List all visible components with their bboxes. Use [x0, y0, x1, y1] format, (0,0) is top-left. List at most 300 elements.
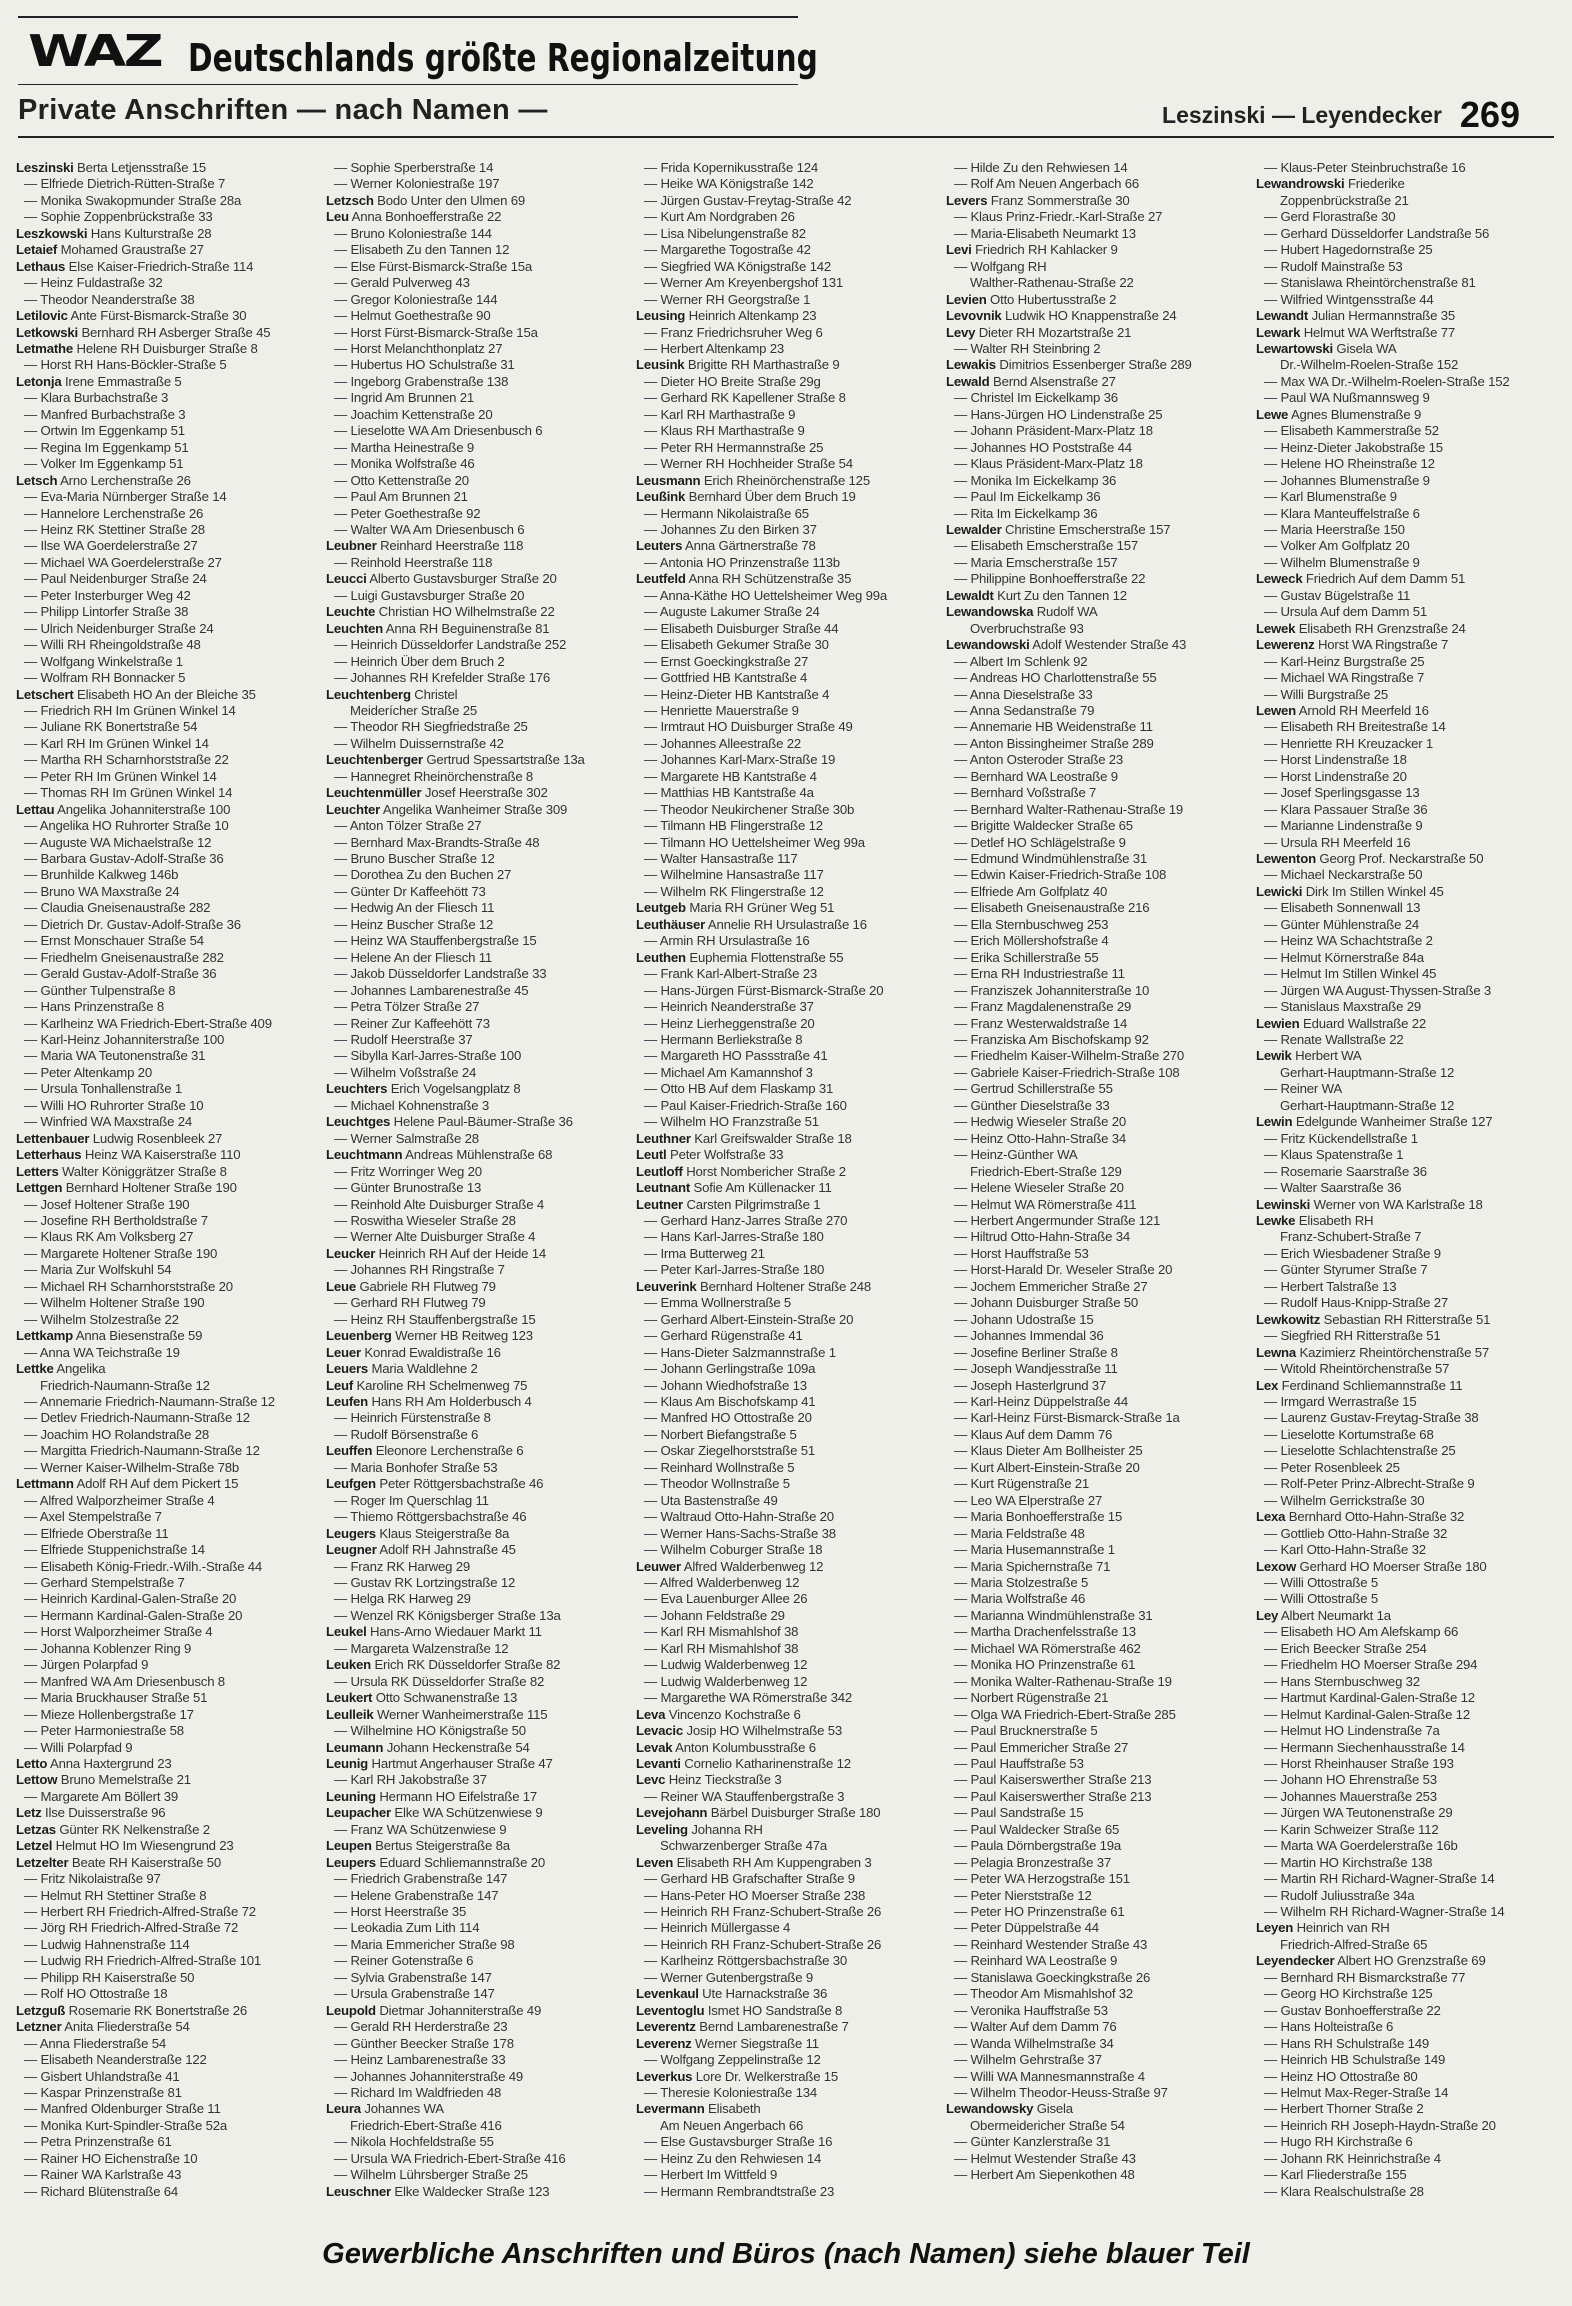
entry-surname: Letonja: [16, 373, 62, 389]
listing-entry: [636, 176, 934, 192]
entry-details: Gerhard Stempelstraße 7: [40, 1574, 185, 1590]
listing-entry: [636, 1443, 934, 1459]
entry-details: Friedrich Auf dem Damm 51: [1305, 571, 1466, 587]
listing-entry: [16, 1641, 314, 1657]
entry-details: Michael Am Kamannshof 3: [660, 1064, 813, 1080]
listing-entry: [946, 1197, 1244, 1213]
listing-entry: [16, 1690, 314, 1706]
entry-surname: Ley: [1256, 1607, 1279, 1623]
entry-surname: Leusmann: [636, 472, 701, 488]
entry-details: Nikola Hochfeldstraße 55: [350, 2134, 494, 2150]
listing-entry: [636, 357, 934, 373]
listing-entry: [326, 1805, 624, 1821]
entry-details: Rolf-Peter Prinz-Albrecht-Straße 9: [1280, 1476, 1475, 1492]
listing-entry: [946, 341, 1244, 357]
entry-details: Werner RH Georgstraße 1: [660, 291, 811, 307]
listing-entry: [636, 654, 934, 670]
entry-details: Adolf Westender Straße 43: [1032, 637, 1187, 653]
entry-details: Helene HO Rheinstraße 12: [1280, 456, 1435, 472]
listing-entry: [636, 275, 934, 291]
entry-details: Uta Bastenstraße 49: [660, 1492, 778, 1508]
entry-surname: Lewandowski: [946, 637, 1030, 653]
listing-entry: [946, 851, 1244, 867]
listing-entry: [326, 1690, 624, 1706]
entry-details: Bernd Alsenstraße 27: [992, 373, 1116, 389]
listing-entry: [16, 621, 314, 637]
entry-details: Anton Osteroder Straße 23: [969, 752, 1124, 768]
entry-details: Paul Brucknerstraße 5: [970, 1723, 1098, 1739]
listing-entry: [16, 423, 314, 439]
entry-details: Dorothea Zu den Buchen 27: [350, 867, 512, 883]
entry-details: Hermann HO Eifelstraße 17: [379, 1788, 538, 1804]
listing-entry: [636, 1427, 934, 1443]
listing-entry: [16, 1953, 314, 1969]
listing-entry: [946, 1772, 1244, 1788]
listing-entry: [636, 1937, 934, 1953]
listing-entry: [946, 687, 1244, 703]
entry-details: Klaus Steigerstraße 8a: [379, 1525, 510, 1541]
listing-entry: [16, 1164, 314, 1180]
listing-entry: [16, 1279, 314, 1295]
entry-details: Elfriede Dietrich-Rütten-Straße 7: [40, 176, 226, 192]
entry-details: Alfred Walporzheimer Straße 4: [39, 1492, 215, 1508]
listing-entry: [1256, 1213, 1554, 1229]
entry-details: Karlheinz Röttgersbachstraße 30: [660, 1953, 848, 1969]
entry-details: Rosemarie RK Bonertstraße 26: [68, 2002, 247, 2018]
listing-entry: [1256, 259, 1554, 275]
listing-entry: [636, 2019, 934, 2035]
listing-entry: [946, 1427, 1244, 1443]
listing-entry: [946, 1361, 1244, 1377]
entry-details: Walter RH Steinbring 2: [970, 340, 1101, 356]
entry-surname: Leu: [326, 209, 349, 225]
entry-details: Bernhard Holtener Straße 248: [699, 1278, 872, 1294]
entry-details: Joseph Hasterlgrund 37: [970, 1377, 1107, 1393]
entry-details: Wilhelm Voßstraße 24: [350, 1064, 477, 1080]
listing-entry: [16, 1427, 314, 1443]
entry-details: Tilmann HO Uettelsheimer Weg 99a: [660, 834, 865, 850]
entry-details: Horst Walporzheimer Straße 4: [40, 1624, 213, 1640]
entry-details: Reiner Gotenstraße 6: [350, 1953, 474, 1969]
entry-details: Reinhard WA Leostraße 9: [970, 1953, 1118, 1969]
entry-details: Hiltrud Otto-Hahn-Straße 34: [970, 1229, 1130, 1245]
entry-details: Gerhard Hanz-Jarres Straße 270: [660, 1213, 848, 1228]
listing-entry: [16, 917, 314, 933]
listing-entry: [326, 1312, 624, 1328]
entry-details: Jürgen Polarpfad 9: [40, 1657, 149, 1673]
entry-details: Anna Biesenstraße 59: [75, 1328, 203, 1344]
listing-entry: [326, 1559, 624, 1575]
entry-details: Willi Ottostraße 5: [1280, 1574, 1378, 1590]
listing-entry: [326, 275, 624, 291]
entry-details: Renate Wallstraße 22: [1280, 1032, 1404, 1048]
listing-entry: [636, 1624, 934, 1640]
entry-surname: Lewandt: [1256, 308, 1309, 324]
entry-details: Anna Dieselstraße 33: [969, 686, 1093, 702]
listing-entry: [636, 489, 934, 505]
listing-entry: [326, 1920, 624, 1936]
listing-entry: [326, 2052, 624, 2068]
entry-details: Bernhard Holtener Straße 190: [65, 1180, 237, 1196]
entry-details: Regina Im Eggenkamp 51: [40, 439, 189, 455]
listing-columns: [16, 160, 1556, 2250]
listing-entry: [326, 1345, 624, 1361]
listing-entry: [946, 1838, 1244, 1854]
entry-details: Heinz HO Ottostraße 80: [1280, 2068, 1418, 2084]
entry-surname: Lewandowsky: [946, 2101, 1034, 2117]
listing-entry: [636, 1180, 934, 1196]
entry-details: Gabriele RH Flutweg 79: [359, 1278, 496, 1294]
listing-entry: [326, 1262, 624, 1278]
entry-details: Peter Düppelstraße 44: [970, 1920, 1099, 1936]
entry-details: Ferdinand Schliemannstraße 11: [1281, 1377, 1463, 1393]
listing-entry: [1256, 2167, 1554, 2183]
entry-details: Overbruchstraße 93: [970, 620, 1084, 636]
listing-entry: [1256, 1756, 1554, 1772]
entry-details: Eva-Maria Nürnberger Straße 14: [40, 489, 227, 505]
listing-entry: [16, 966, 314, 982]
listing-entry: [326, 2101, 624, 2117]
entry-details: Willi Burgstraße 25: [1280, 686, 1389, 702]
entry-details: Anton Tölzer Straße 27: [349, 818, 482, 834]
listing-entry: [636, 851, 934, 867]
entry-surname: Leutner: [636, 1196, 683, 1212]
listing-entry: [636, 1953, 934, 1969]
listing-entry: [1256, 785, 1554, 801]
listing-entry: [636, 325, 934, 341]
entry-details: Elisabeth Sonnenwall 13: [1280, 900, 1421, 916]
listing-entry: [1256, 835, 1554, 851]
entry-details: Heinrich Fürstenstraße 8: [350, 1410, 491, 1426]
entry-surname: Leukert: [326, 1690, 373, 1706]
listing-entry: [16, 1526, 314, 1542]
entry-details: Jürgen WA August-Thyssen-Straße 3: [1280, 982, 1492, 998]
listing-entry: [16, 950, 314, 966]
listing-entry: [1256, 2019, 1554, 2035]
listing-entry: [1256, 1279, 1554, 1295]
listing-entry: [16, 1789, 314, 1805]
entry-surname: Leulleik: [326, 1706, 374, 1722]
entry-surname: Lewkowitz: [1256, 1311, 1321, 1327]
entry-details: Johannes Immendal 36: [970, 1328, 1104, 1344]
entry-surname: Letzsch: [326, 192, 374, 208]
entry-details: Sophie Zoppenbrückstraße 33: [40, 209, 213, 225]
listing-entry: [1256, 2101, 1554, 2117]
entry-surname: Lex: [1256, 1377, 1279, 1393]
listing-entry: [1256, 538, 1554, 554]
listing-entry: [16, 176, 314, 192]
entry-details: Annemarie HB Weidenstraße 11: [969, 719, 1153, 735]
listing-entry: [16, 2118, 314, 2134]
listing-entry: [636, 1657, 934, 1673]
listing-entry: [16, 407, 314, 423]
listing-entry: [636, 1756, 934, 1772]
entry-details: Winfried WA Maxstraße 24: [40, 1114, 192, 1130]
entry-details: Otto Schwanenstraße 13: [375, 1690, 518, 1706]
listing-entry: [636, 1707, 934, 1723]
entry-surname: Leuchtenberger: [326, 752, 423, 768]
entry-details: Rudolf Börsenstraße 6: [350, 1426, 479, 1442]
listing-column-5: [1256, 160, 1554, 2250]
entry-surname: Lewin: [1256, 1114, 1293, 1130]
entry-details: Otto Hubertusstraße 2: [990, 291, 1117, 307]
listing-entry: [1256, 1147, 1554, 1163]
entry-surname: Leuthen: [636, 949, 686, 965]
listing-entry: [326, 1246, 624, 1262]
entry-details: Gisbert Uhlandstraße 41: [40, 2068, 180, 2084]
listing-entry: [1256, 1295, 1554, 1311]
listing-entry: [16, 719, 314, 735]
listing-entry: [1256, 900, 1554, 916]
entry-details: Wilhelm Blumenstraße 9: [1280, 554, 1420, 570]
entry-details: Anna-Käthe HO Uettelsheimer Weg 99a: [659, 587, 888, 603]
listing-column-2: [326, 160, 624, 2250]
listing-entry: [16, 341, 314, 357]
listing-entry: [1256, 670, 1554, 686]
listing-entry: [16, 1197, 314, 1213]
listing-entry: [16, 1657, 314, 1673]
entry-details: Ella Sternbuschweg 253: [970, 916, 1109, 932]
listing-entry: [636, 440, 934, 456]
listing-entry: [326, 1427, 624, 1443]
entry-details: Johann Wiedhofstraße 13: [660, 1377, 807, 1393]
listing-entry: [946, 1575, 1244, 1591]
entry-details: Erich RK Düsseldorfer Straße 82: [374, 1657, 561, 1673]
listing-entry: [636, 1608, 934, 1624]
entry-details: Hermann Siechenhausstraße 14: [1280, 1739, 1465, 1755]
entry-details: Ursula Auf dem Damm 51: [1280, 604, 1428, 620]
entry-details: Gerhard Düsseldorfer Landstraße 56: [1280, 225, 1490, 241]
entry-details: Edmund Windmühlenstraße 31: [970, 851, 1148, 867]
entry-details: Hubertus HO Schulstraße 31: [350, 357, 515, 373]
entry-details: Helmut HO Lindenstraße 7a: [1280, 1723, 1440, 1739]
entry-details: Heinz RK Stettiner Straße 28: [40, 521, 205, 537]
entry-surname: Lettau: [16, 801, 55, 817]
entry-details: Heinz Tieckstraße 3: [668, 1772, 782, 1788]
listing-entry: [326, 176, 624, 192]
listing-entry: [326, 1016, 624, 1032]
masthead: [18, 16, 818, 80]
entry-details: Veronika Hauffstraße 53: [970, 2002, 1108, 2018]
listing-entry: [1256, 752, 1554, 768]
entry-details: Werner Alte Duisburger Straße 4: [350, 1229, 536, 1245]
entry-details: Friedhelm HO Moerser Straße 294: [1280, 1657, 1478, 1673]
entry-surname: Lewke: [1256, 1213, 1296, 1228]
listing-entry: [946, 440, 1244, 456]
listing-entry: [1256, 1641, 1554, 1657]
entry-details: Peter Harmoniestraße 58: [40, 1723, 184, 1739]
listing-entry: [636, 1081, 934, 1097]
entry-details: Karl RH Im Grünen Winkel 14: [40, 735, 209, 751]
entry-details: Bernhard Walter-Rathenau-Straße 19: [970, 801, 1184, 817]
listing-entry: [946, 835, 1244, 851]
entry-details: Maria Heerstraße 150: [1280, 521, 1405, 537]
entry-details: Helmut Goethestraße 90: [350, 308, 491, 324]
entry-details: Gisela: [1036, 2101, 1073, 2117]
entry-details: Paul Kaiserswerther Straße 213: [970, 1772, 1152, 1788]
entry-surname: Leutgeb: [636, 900, 686, 916]
page-subtitle: Private Anschriften — nach Namen —: [18, 94, 548, 126]
listing-entry: [946, 2151, 1244, 2167]
listing-entry: [946, 1213, 1244, 1229]
listing-entry: [946, 374, 1244, 390]
entry-details: Kurt Albert-Einstein-Straße 20: [970, 1459, 1140, 1475]
entry-details: Manfred Burbachstraße 3: [40, 406, 186, 422]
listing-entry: [636, 1641, 934, 1657]
entry-details: Gottlieb Otto-Hahn-Straße 32: [1280, 1525, 1448, 1541]
listing-entry: [326, 1032, 624, 1048]
entry-details: Juliane RK Bonertstraße 54: [40, 719, 198, 735]
entry-details: Hartmut Kardinal-Galen-Straße 12: [1280, 1690, 1475, 1706]
entry-surname: Lewna: [1256, 1344, 1297, 1360]
entry-surname: Levak: [636, 1739, 673, 1755]
listing-entry: [326, 884, 624, 900]
listing-entry: [636, 1065, 934, 1081]
entry-details: Karl RH Mismahlshof 38: [660, 1624, 799, 1640]
listing-entry: [946, 1888, 1244, 1904]
listing-entry: [946, 1065, 1244, 1081]
listing-entry: [946, 1690, 1244, 1706]
entry-details: Theodor RH Siegfriedstraße 25: [350, 719, 528, 735]
listing-entry: [946, 1526, 1244, 1542]
entry-surname: Lettow: [16, 1772, 58, 1788]
listing-entry: [16, 1904, 314, 1920]
listing-entry: [636, 1098, 934, 1114]
entry-details: Reiner WA: [1280, 1081, 1342, 1097]
listing-entry: [16, 292, 314, 308]
listing-entry: [326, 1740, 624, 1756]
entry-details: Maria Emmericher Straße 98: [350, 1936, 515, 1952]
entry-details: Berta Letjensstraße 15: [77, 160, 207, 175]
entry-details: Hans Kulturstraße 28: [90, 225, 212, 241]
listing-entry: [946, 1559, 1244, 1575]
listing-entry: [326, 1674, 624, 1690]
listing-entry: [326, 1657, 624, 1673]
entry-details: Carsten Pilgrimstraße 1: [686, 1196, 821, 1212]
listing-entry: [946, 1707, 1244, 1723]
listing-entry: [946, 604, 1244, 620]
listing-entry: [946, 390, 1244, 406]
listing-entry: [326, 736, 624, 752]
listing-entry: [16, 2036, 314, 2052]
entry-surname: Lewerenz: [1256, 637, 1315, 653]
listing-entry: [1256, 374, 1554, 390]
listing-entry: [326, 999, 624, 1015]
entry-details: Elfriede Oberstraße 11: [40, 1525, 169, 1541]
entry-details: Karl-Heinz Düppelstraße 44: [970, 1393, 1128, 1409]
entry-details: Karl Greifswalder Straße 18: [694, 1130, 852, 1146]
entry-details: Heinrich van RH: [1296, 1920, 1390, 1936]
entry-surname: Letschert: [16, 686, 74, 702]
entry-details: Ismet HO Sandstraße 8: [707, 2002, 843, 2018]
listing-entry: [326, 802, 624, 818]
entry-surname: Lewandowska: [946, 604, 1034, 620]
listing-entry: [1256, 390, 1554, 406]
listing-entry: [1256, 1740, 1554, 1756]
listing-entry: [326, 654, 624, 670]
entry-details: Heinrich Kardinal-Galen-Straße 20: [40, 1591, 237, 1607]
entry-details: Philipp RH Kaiserstraße 50: [40, 1969, 195, 1985]
listing-entry: [946, 2052, 1244, 2068]
entry-details: Heinz Otto-Hahn-Straße 34: [970, 1130, 1126, 1146]
listing-entry: [1256, 1262, 1554, 1278]
entry-details: Axel Stempelstraße 7: [39, 1509, 162, 1525]
entry-details: Bruno Koloniestraße 144: [350, 225, 492, 241]
entry-details: Heinz Buscher Straße 12: [350, 916, 494, 932]
entry-surname: Letkowski: [16, 324, 78, 340]
entry-details: Heinz WA Stauffenbergstraße 15: [350, 933, 537, 949]
entry-details: Volker Am Golfplatz 20: [1280, 538, 1410, 554]
entry-details: Joachim Kettenstraße 20: [350, 406, 493, 422]
listing-entry: [326, 719, 624, 735]
entry-details: Sebastian RH Ritterstraße 51: [1323, 1311, 1491, 1327]
entry-details: Gerhard RH Flutweg 79: [350, 1295, 486, 1311]
listing-entry: [16, 769, 314, 785]
entry-details: Heinrich RH Franz-Schubert-Straße 26: [660, 1904, 882, 1920]
listing-entry: [326, 1756, 624, 1772]
entry-details: Johann Heckenstraße 54: [386, 1739, 530, 1755]
listing-entry: [326, 209, 624, 225]
listing-entry: [16, 835, 314, 851]
listing-entry: [946, 357, 1244, 373]
listing-entry: [1256, 1953, 1554, 1969]
listing-entry: [326, 1197, 624, 1213]
listing-entry: [1256, 966, 1554, 982]
listing-entry: [326, 193, 624, 209]
listing-entry: [1256, 1986, 1554, 2002]
listing-entry: [636, 1542, 934, 1558]
entry-details: Friedrich-Naumann-Straße 12: [40, 1377, 210, 1393]
listing-entry: [326, 1394, 624, 1410]
entry-details: Angelika Johanniterstraße 100: [57, 801, 231, 817]
entry-surname: Lewik: [1256, 1048, 1292, 1064]
listing-entry: [946, 489, 1244, 505]
listing-entry: [636, 1394, 934, 1410]
entry-details: Michael Kohnenstraße 3: [350, 1097, 489, 1113]
entry-details: Else Kaiser-Friedrich-Straße 114: [68, 258, 254, 274]
listing-entry: [1256, 1855, 1554, 1871]
entry-details: Gerd Florastraße 30: [1280, 209, 1396, 225]
listing-entry: [946, 1986, 1244, 2002]
entry-surname: Leußink: [636, 489, 686, 505]
listing-entry: [1256, 1542, 1554, 1558]
listing-entry: [326, 1098, 624, 1114]
listing-entry: [946, 1016, 1244, 1032]
listing-entry: [636, 1410, 934, 1426]
listing-entry: [16, 2101, 314, 2117]
listing-entry: [16, 2184, 314, 2200]
entry-details: Ilse WA Goerdelerstraße 27: [40, 538, 198, 554]
listing-entry: [946, 259, 1244, 275]
listing-entry: [636, 209, 934, 225]
listing-entry: [326, 818, 624, 834]
entry-details: Henriette RH Kreuzacker 1: [1280, 735, 1434, 751]
listing-entry: [326, 1509, 624, 1525]
entry-details: Bernhard Über dem Bruch 19: [688, 489, 856, 505]
entry-details: Alfred Walderbenweg 12: [683, 1558, 824, 1574]
entry-details: Maria Zur Wolfskuhl 54: [40, 1262, 172, 1278]
listing-entry: [946, 1131, 1244, 1147]
entry-details: Horst Heerstraße 35: [350, 1904, 467, 1920]
entry-surname: Leuters: [636, 538, 683, 554]
entry-surname: Levenkaul: [636, 1986, 699, 2002]
entry-details: Stanislawa Goeckingkstraße 26: [970, 1969, 1151, 1985]
listing-entry: [326, 374, 624, 390]
listing-entry: [326, 2184, 624, 2200]
listing-entry: [946, 1509, 1244, 1525]
entry-details: Reinhold Alte Duisburger Straße 4: [350, 1196, 544, 1212]
entry-details: Friedrich Grabenstraße 147: [350, 1871, 508, 1887]
